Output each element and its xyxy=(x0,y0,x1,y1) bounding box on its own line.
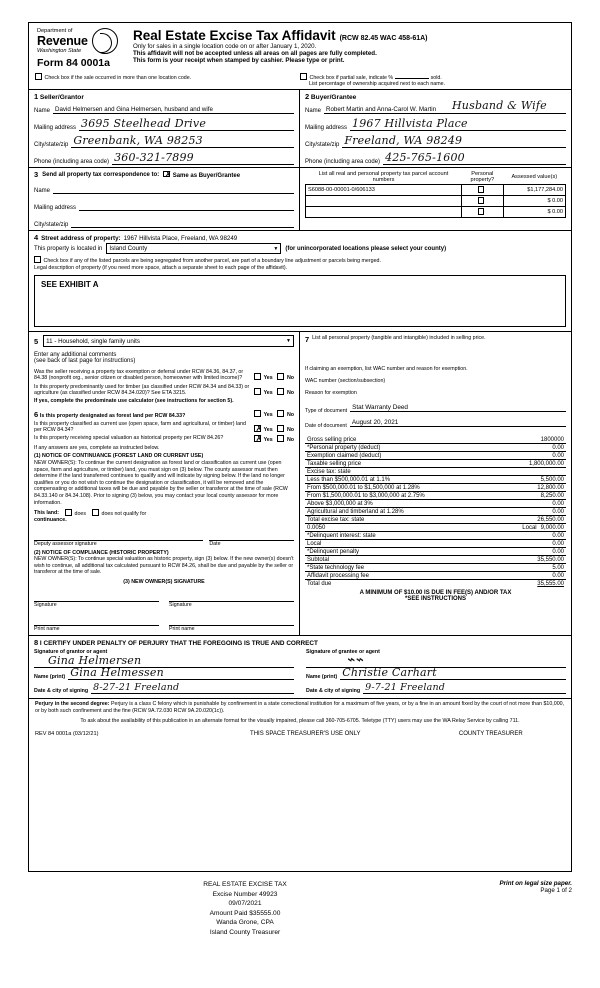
street-value[interactable]: 1967 Hillvista Place, Freeland, WA 98249 xyxy=(123,235,238,242)
grantee-signature-value: ⌁⌁ xyxy=(346,652,364,669)
same-as-buyer-checkbox[interactable]: ✗ xyxy=(164,169,172,179)
personal-prop-checkbox-0[interactable] xyxy=(478,186,485,193)
tax-line xyxy=(305,468,566,476)
doc-date-value: August 20, 2021 xyxy=(351,419,399,426)
tax-line-value[interactable]: 0.00 xyxy=(552,452,564,459)
s6q2-no-checkbox[interactable] xyxy=(277,425,284,432)
s6q2-yes-checkbox[interactable]: ✗ xyxy=(255,424,263,433)
grantee-date-value: 9-7-21 Freeland xyxy=(365,682,446,694)
parcel-table xyxy=(305,170,566,218)
treasurer-use-label: THIS SPACE TREASURER'S USE ONLY xyxy=(250,730,361,737)
legal-size-note xyxy=(499,880,572,894)
perjury-text: Perjury is a class C felony which is punishable by confinement in a state correctional institution for a maximum of five years, or by a fine in an amount fixed by the court of not more than $10,000, or by both such confinement and the fine (RCW 9A.72.030 RCW 9A.20.020(1c)). xyxy=(35,701,565,714)
grantee-name-field[interactable] xyxy=(340,668,566,680)
tax-line-label: From $1,500,000.01 to $3,000,000 at 2.75% xyxy=(307,492,425,499)
wac-number-label[interactable]: WAC number (section/subsection) xyxy=(305,378,386,384)
ada-note: To ask about the availability of this publication in an alternate format for the visually impaired, please call 360-705-6705. Teletype (TTY) users may use the WA Relay Service by calling 711. xyxy=(80,717,520,724)
grantor-name-value: Gina Helmessen xyxy=(70,666,164,680)
s6q2-yes-label: Yes xyxy=(263,427,273,433)
tax-line xyxy=(305,452,566,460)
seller-city-label: City/state/zip xyxy=(34,142,69,148)
tax-line-label: *State technology fee xyxy=(307,564,365,571)
corr-name-input[interactable] xyxy=(53,183,294,194)
does-not-qualify-checkbox[interactable] xyxy=(92,509,99,516)
street-label: Street address of property: xyxy=(41,235,121,242)
personal-prop-checkbox-1[interactable] xyxy=(478,197,485,204)
local-rate[interactable]: 0.0050 xyxy=(307,524,326,531)
grantee-date-field[interactable] xyxy=(363,682,566,694)
tax-line-value[interactable]: 0.00 xyxy=(552,508,564,515)
grantor-date-field[interactable] xyxy=(91,682,294,694)
new-owner-printname-1-label: Print name xyxy=(34,626,60,633)
s6q1-no-checkbox[interactable] xyxy=(277,410,284,417)
buyer-name-input[interactable] xyxy=(324,99,566,114)
same-as-buyer-label: Same as Buyer/Grantee xyxy=(172,172,241,179)
treasurer-stamp-block xyxy=(28,880,572,937)
grantee-date-label: Date & city of signing xyxy=(306,688,361,695)
subtitle-1: Only for sales in a single location code on or after January 1, 2020. xyxy=(133,43,317,50)
new-owner-signature-1[interactable] xyxy=(34,589,159,602)
perjury-section xyxy=(29,698,571,728)
parcel-number-2[interactable] xyxy=(306,207,462,218)
corr-number: 3 xyxy=(34,170,39,179)
seller-block xyxy=(29,90,300,167)
q1-no-checkbox[interactable] xyxy=(277,373,284,380)
tax-line-value[interactable]: 1,800,000.00 xyxy=(528,460,564,467)
tax-line-label: From $500,000.01 to $1,500,000 at 1.28% xyxy=(307,484,420,491)
seller-mailing-label: Mailing address xyxy=(34,125,77,131)
seller-mailing-input[interactable] xyxy=(79,117,294,131)
assessed-value-1[interactable]: $ 0.00 xyxy=(503,196,565,207)
tax-line xyxy=(305,500,566,508)
seller-name-label: Name xyxy=(34,108,51,114)
new-owner-printname-2-label: Print name xyxy=(169,626,195,633)
tax-calc-block xyxy=(300,332,571,635)
buyer-city-label: City/state/zip xyxy=(305,142,340,148)
legal-description-label: Legal description of property (if you need more space, attach a separate sheet to each page of the affidavit). xyxy=(34,265,288,271)
timber-question: Is this property predominantly used for timber (as classified under RCW 84.34 and 84.33) or agriculture (as classified under RCW 84.34.020)? See ETA 3215. xyxy=(34,384,250,396)
tax-line-value[interactable]: 0.00 xyxy=(552,500,564,507)
q2-yes-checkbox[interactable] xyxy=(254,388,261,395)
department-label: Department of xyxy=(37,28,73,34)
unincorporated-note: (for unincorporated locations please select your county) xyxy=(285,245,447,252)
use-and-tax-section xyxy=(29,331,571,635)
partial-sale-checkbox[interactable] xyxy=(300,73,307,80)
tax-line xyxy=(305,444,566,452)
buyer-name-label: Name xyxy=(305,108,322,114)
does-qualify-checkbox[interactable] xyxy=(65,509,72,516)
tax-line-label: Affidavit processing fee xyxy=(307,572,369,579)
revision-number: REV 84 0001a (03/12/21) xyxy=(35,730,99,737)
grantor-date-label: Date & city of signing xyxy=(34,688,89,695)
stamp-line-5: Wanda Grone, CPA xyxy=(216,919,274,927)
revenue-seal-icon xyxy=(92,28,118,54)
stamp-line-1: REAL ESTATE EXCISE TAX xyxy=(203,881,287,888)
exemption-instruction: If claiming an exemption, list WAC number and reason for exemption. xyxy=(305,366,468,372)
tax-line xyxy=(305,436,566,444)
corr-mailing-input[interactable] xyxy=(79,200,294,211)
tax-line xyxy=(305,508,566,516)
tax-line-value[interactable]: 0.00 xyxy=(552,548,564,555)
tax-line-label: *Delinquent interest: state xyxy=(307,532,376,539)
form-number: Form 84 0001a xyxy=(37,57,110,69)
tax-line-value[interactable]: 0.00 xyxy=(552,444,564,451)
tax-line-value[interactable]: 12,800.00 xyxy=(537,484,564,491)
deputy-assessor-date-field[interactable] xyxy=(209,528,294,541)
tax-line-label: Gross selling price xyxy=(307,436,357,443)
street-number: 4 xyxy=(34,233,39,242)
s6q1-yes-checkbox[interactable] xyxy=(254,410,261,417)
tax-line xyxy=(305,516,566,524)
table-row xyxy=(306,207,566,218)
buyer-city-input[interactable] xyxy=(342,134,566,148)
s6q1-yes-label: Yes xyxy=(263,412,273,418)
parcel-col-header: List all real and personal property tax parcel account numbers xyxy=(318,171,449,183)
multi-location-checkbox[interactable] xyxy=(35,73,42,80)
seller-name-input[interactable] xyxy=(53,103,294,114)
form-footer-row xyxy=(29,728,571,739)
s6q3-yes-checkbox[interactable]: ✗ xyxy=(255,434,263,443)
county-select[interactable] xyxy=(106,243,281,254)
assessed-col-header: Assessed value(s) xyxy=(511,174,558,180)
tax-line-label: Total due xyxy=(307,580,332,587)
continuance-label: continuance. xyxy=(34,517,67,524)
grantor-name-field[interactable] xyxy=(68,668,294,680)
tax-line-label: Agricultural and timberland at 1.28% xyxy=(307,508,404,515)
grantor-name-label: Name (print) xyxy=(34,674,66,681)
located-in-label: This property is located in xyxy=(34,245,103,252)
predominate-use-note: If yes, complete the predominate use calculator (see instructions for section 5). xyxy=(34,398,234,404)
correspondence-left xyxy=(29,168,300,230)
affidavit-page xyxy=(28,22,572,872)
tax-line xyxy=(305,540,566,548)
tax-line-value[interactable]: 9,000.00 xyxy=(540,524,564,531)
deputy-assessor-date-label: Date xyxy=(209,541,221,548)
agency-block xyxy=(35,28,127,69)
tax-line-value[interactable]: 0.00 xyxy=(552,532,564,539)
tax-line xyxy=(305,484,566,492)
new-owner-signature-2-label: Signature xyxy=(169,602,192,609)
grantee-name-label: Name (print) xyxy=(306,674,338,681)
parcel-table-block xyxy=(300,168,571,230)
tax-line-value[interactable]: 5,500.00 xyxy=(540,476,564,483)
q2-no-checkbox[interactable] xyxy=(277,388,284,395)
tax-line-value[interactable]: 1800000 xyxy=(540,436,564,443)
tax-line xyxy=(305,564,566,572)
buyer-block xyxy=(300,90,571,167)
grantee-signature-block xyxy=(306,649,566,694)
form-header xyxy=(29,23,571,72)
tax-line-label: Excise tax: state xyxy=(307,468,351,475)
q1-yes-label: Yes xyxy=(263,375,273,381)
q1-yes-checkbox[interactable] xyxy=(254,373,261,380)
seller-mailing-value: 3695 Steelhead Drive xyxy=(81,117,207,130)
tax-line xyxy=(305,532,566,540)
seller-phone-label: Phone (including area code) xyxy=(34,159,110,165)
buyer-heading: Buyer/Grantee xyxy=(310,94,357,101)
reason-exemption-label[interactable]: Reason for exemption xyxy=(305,390,357,396)
doc-type-input[interactable] xyxy=(350,403,566,412)
grantee-signature-label: Signature of grantee or agent xyxy=(306,649,380,656)
top-checkbox-row xyxy=(29,72,571,89)
personal-property-instruction: List all personal property (tangible and intangible) included in selling price. xyxy=(312,335,486,341)
tax-line xyxy=(305,492,566,500)
notice-compliance-heading: (2) NOTICE OF COMPLIANCE (HISTORIC PROPERTY) xyxy=(34,550,169,557)
deputy-assessor-signature-field[interactable] xyxy=(34,528,203,541)
q1-no-label: No xyxy=(286,375,294,381)
tax-line-value[interactable]: 0.00 xyxy=(552,572,564,579)
corr-heading: Send all property tax correspondence to: xyxy=(42,171,160,178)
state-label: Washington State xyxy=(37,48,82,54)
county-treasurer-label: COUNTY TREASURER xyxy=(458,730,523,737)
new-owner-printname-1[interactable] xyxy=(34,613,159,626)
tax-line-label: Exemption claimed (deduct) xyxy=(307,452,382,459)
see-instructions-note: *SEE INSTRUCTIONS xyxy=(404,596,466,602)
buyer-mailing-input[interactable] xyxy=(350,117,566,131)
historic-question: Is this property receiving special valuation as historical property per RCW 84.26? xyxy=(34,435,224,441)
buyer-mailing-value: 1967 Hillvista Place xyxy=(352,117,468,130)
seller-number: 1 xyxy=(34,92,39,101)
assessed-value-0[interactable]: $1,177,284.00 xyxy=(503,185,565,196)
segregated-checkbox[interactable] xyxy=(34,256,41,263)
section8-number: 8 xyxy=(34,638,39,648)
complete-instructions-note: If any answers are yes, complete as instructed below. xyxy=(34,445,160,451)
tax-line xyxy=(305,580,566,587)
forest-land-question: Is this property designated as forest land per RCW 84.33? xyxy=(39,413,186,419)
buyer-phone-label: Phone (including area code) xyxy=(305,159,381,165)
does-not-label: does not qualify for xyxy=(101,511,147,518)
tax-line-label: *Personal property (deduct) xyxy=(307,444,381,451)
s6q3-yes-label: Yes xyxy=(263,437,273,443)
deputy-assessor-signature-label: Deputy assessor signature xyxy=(34,541,97,548)
tax-line-value[interactable]: 35,550.00 xyxy=(537,556,564,563)
new-owner-printname-2[interactable] xyxy=(169,613,294,626)
additional-comments-label[interactable]: Enter any additional comments xyxy=(34,352,117,358)
q2-yes-label: Yes xyxy=(263,390,273,396)
does-label: does xyxy=(74,511,87,518)
rcw-citation: (RCW 82.45 WAC 458-61A) xyxy=(339,35,428,42)
street-address-section xyxy=(29,230,571,273)
tax-line-label: Local xyxy=(522,524,537,531)
grantor-signature-block xyxy=(34,649,294,694)
buyer-name-handwritten: Husband & Wife xyxy=(452,99,547,112)
tax-line xyxy=(305,556,566,564)
buyer-mailing-label: Mailing address xyxy=(305,125,348,131)
seller-city-value: Greenbank, WA 98253 xyxy=(73,134,203,147)
corr-name-label: Name xyxy=(34,188,51,194)
new-owner-signature-1-label: Signature xyxy=(34,602,57,609)
legal-description-value: SEE EXHIBIT A xyxy=(41,280,99,289)
new-owner-signature-heading: (3) NEW OWNER(S) SIGNATURE xyxy=(123,579,205,586)
parcel-number-0[interactable]: S6088-00-00001-0/606133 xyxy=(306,185,462,196)
buyer-phone-value: 425-765-1600 xyxy=(385,151,465,164)
perjury-heading: Perjury in the second degree: xyxy=(35,701,110,708)
chevron-down-icon: ▼ xyxy=(273,245,279,252)
tax-line xyxy=(305,460,566,468)
current-use-question: Is this property classified as current use (open space, farm and agricultural, or timber) land per RCW 84.34? xyxy=(34,421,246,433)
certification-heading: I CERTIFY UNDER PENALTY OF PERJURY THAT THE FOREGOING IS TRUE AND CORRECT xyxy=(39,640,318,648)
assessed-value-2[interactable]: $ 0.00 xyxy=(503,207,565,218)
page-title: Real Estate Excise Tax Affidavit xyxy=(133,28,336,43)
notice-compliance-text: NEW OWNER(S): To continue special valuation as historic property, sign (3) below. If the new owner(s) doesn't wish to continue, all additional tax calculated pursuant to RCW 84.26, shall be due and payable by the seller or transferor at the time of sale. xyxy=(34,556,294,576)
land-use-value: 11 - Household, single family units xyxy=(46,337,140,345)
doc-type-label: Type of document xyxy=(305,408,348,414)
tax-line xyxy=(305,476,566,484)
seller-name-value: David Helmersen and Gina Helmersen, husband and wife xyxy=(55,106,213,113)
tax-line-label: Total excise tax: state xyxy=(307,516,365,523)
tax-line-value[interactable]: 5.00 xyxy=(552,564,564,571)
legal-description-box[interactable] xyxy=(34,275,566,327)
new-owner-signature-2[interactable] xyxy=(169,589,294,602)
correspondence-section xyxy=(29,167,571,230)
buyer-city-value: Freeland, WA 98249 xyxy=(344,134,463,147)
tax-line-local xyxy=(305,524,566,532)
stamp-line-3: 09/07/2021 xyxy=(228,900,262,908)
multi-location-label: Check box if the sale occurred in more than one location code. xyxy=(44,75,192,81)
doc-date-label: Date of document xyxy=(305,423,347,429)
use-block xyxy=(29,332,300,635)
sold-label: sold. xyxy=(430,75,442,81)
tax-line-label: Less than $500,000.01 at 1.1% xyxy=(307,476,391,483)
tax-line-value[interactable]: 26,550.00 xyxy=(537,516,564,523)
subtitle-3: This form is your receipt when stamped by cashier. Please type or print. xyxy=(133,57,345,64)
pct-note: List percentage of ownership acquired next to each name. xyxy=(309,81,446,87)
this-land-label: This land: xyxy=(34,510,60,517)
seller-heading: Seller/Grantor xyxy=(39,94,84,101)
buyer-number: 2 xyxy=(305,92,310,101)
grantee-name-value: Christie Carhart xyxy=(342,666,437,680)
doc-type-value: Stat Warranty Deed xyxy=(352,404,408,411)
parcel-number-1[interactable] xyxy=(306,196,462,207)
parties-section xyxy=(29,89,571,167)
section7-number: 7 xyxy=(305,335,310,344)
seller-phone-input[interactable] xyxy=(112,151,294,165)
grantor-signature-value: Gina Helmersen xyxy=(48,654,142,668)
tax-line-label: Above $3,000,000 at 3% xyxy=(307,500,373,507)
certification-section xyxy=(29,635,571,698)
s6q1-no-label: No xyxy=(286,412,294,418)
land-use-select[interactable] xyxy=(43,335,294,347)
personal-col-header: Personal property? xyxy=(470,171,495,183)
seller-city-input[interactable] xyxy=(71,134,294,148)
table-row xyxy=(306,196,566,207)
s6q3-no-checkbox[interactable] xyxy=(277,435,284,442)
stamp-line-4: Amount Paid $35555.00 xyxy=(209,909,281,917)
tax-line-value[interactable]: 0.00 xyxy=(552,540,564,547)
page-number: Page 1 of 2 xyxy=(540,887,572,894)
tax-lines xyxy=(305,436,566,587)
subtitle-2: This affidavit will not be accepted unless all areas on all pages are fully completed. xyxy=(133,50,377,57)
use-number: 5 xyxy=(34,336,39,346)
back-note: (see back of last page for instructions) xyxy=(34,358,136,364)
buyer-name-value: Robert Martin and Anna-Carol W. Martin xyxy=(326,106,437,113)
segregated-label: Check box if any of the listed parcels are being segregated from another parcel, are part of a boundary line adjustment or parcels being merged. xyxy=(43,258,381,264)
q2-no-label: No xyxy=(286,390,294,396)
tax-line-label: Subtotal xyxy=(307,556,330,563)
stamp-line-2: Excise Number 49923 xyxy=(212,890,278,898)
notice-continuance-heading: (1) NOTICE OF CONTINUANCE (FOREST LAND OR CURRENT USE) xyxy=(34,453,204,459)
corr-mailing-label: Mailing address xyxy=(34,205,77,211)
tax-line-label: Taxable selling price xyxy=(307,460,362,467)
corr-city-label: City/state/zip xyxy=(34,222,69,228)
stamp-line-6: Island County Treasurer xyxy=(209,928,281,936)
corr-city-input[interactable] xyxy=(71,217,294,228)
partial-sale-label: Check box if partial sale, indicate % xyxy=(309,75,394,81)
notice-continuance-text: NEW OWNER(S): To continue the current designation as forest land or classification as current use (open space, farm and agriculture, or timber) land, you must sign on (3) below. The county assessor must then determine if the land transferred continues to qualify and will indicate by signing below. If the land no longer qualifies or you do not wish to continue the designation or classification, it will be removed and the compensating or additional taxes will be due and payable by the seller or transferor at the time of sale (RCW 84.33.140 or 84.34.108). Prior to signing (3) below, you may contact your local county assessor for more information. xyxy=(34,460,288,506)
chevron-down-icon: ▼ xyxy=(286,338,291,344)
grantor-date-value: 8-27-21 Freeland xyxy=(93,682,180,694)
revenue-wordmark: Revenue xyxy=(37,34,88,48)
tax-line-value[interactable]: 35,555.00 xyxy=(537,580,564,587)
county-select-value: Island County xyxy=(109,245,148,252)
personal-prop-checkbox-2[interactable] xyxy=(478,208,485,215)
exemption-question: Was the seller receiving a property tax exemption or deferral under RCW 84.36, 84.37, or 84.38 (nonprofit org., senior citizen or disabled person, homeowner with limited income)? xyxy=(34,369,244,381)
s6q3-no-label: No xyxy=(286,437,294,443)
section6-number: 6 xyxy=(34,410,39,419)
buyer-phone-input[interactable] xyxy=(383,151,566,165)
tax-line-label: Local xyxy=(307,540,322,547)
table-row xyxy=(306,185,566,196)
tax-line-value[interactable]: 8,250.00 xyxy=(540,492,564,499)
tax-line-label: *Delinquent penalty xyxy=(307,548,360,555)
seller-phone-value: 360-321-7899 xyxy=(114,151,194,164)
tax-line xyxy=(305,548,566,556)
minimum-due-note: A MINIMUM OF $10.00 IS DUE IN FEE(S) AND/OR TAX xyxy=(359,590,512,596)
tax-line xyxy=(305,572,566,580)
print-legal-note: Print on legal size paper. xyxy=(499,880,572,887)
doc-date-input[interactable] xyxy=(350,418,566,427)
grantor-signature-label: Signature of grantor or agent xyxy=(34,649,108,656)
s6q2-no-label: No xyxy=(286,427,294,433)
